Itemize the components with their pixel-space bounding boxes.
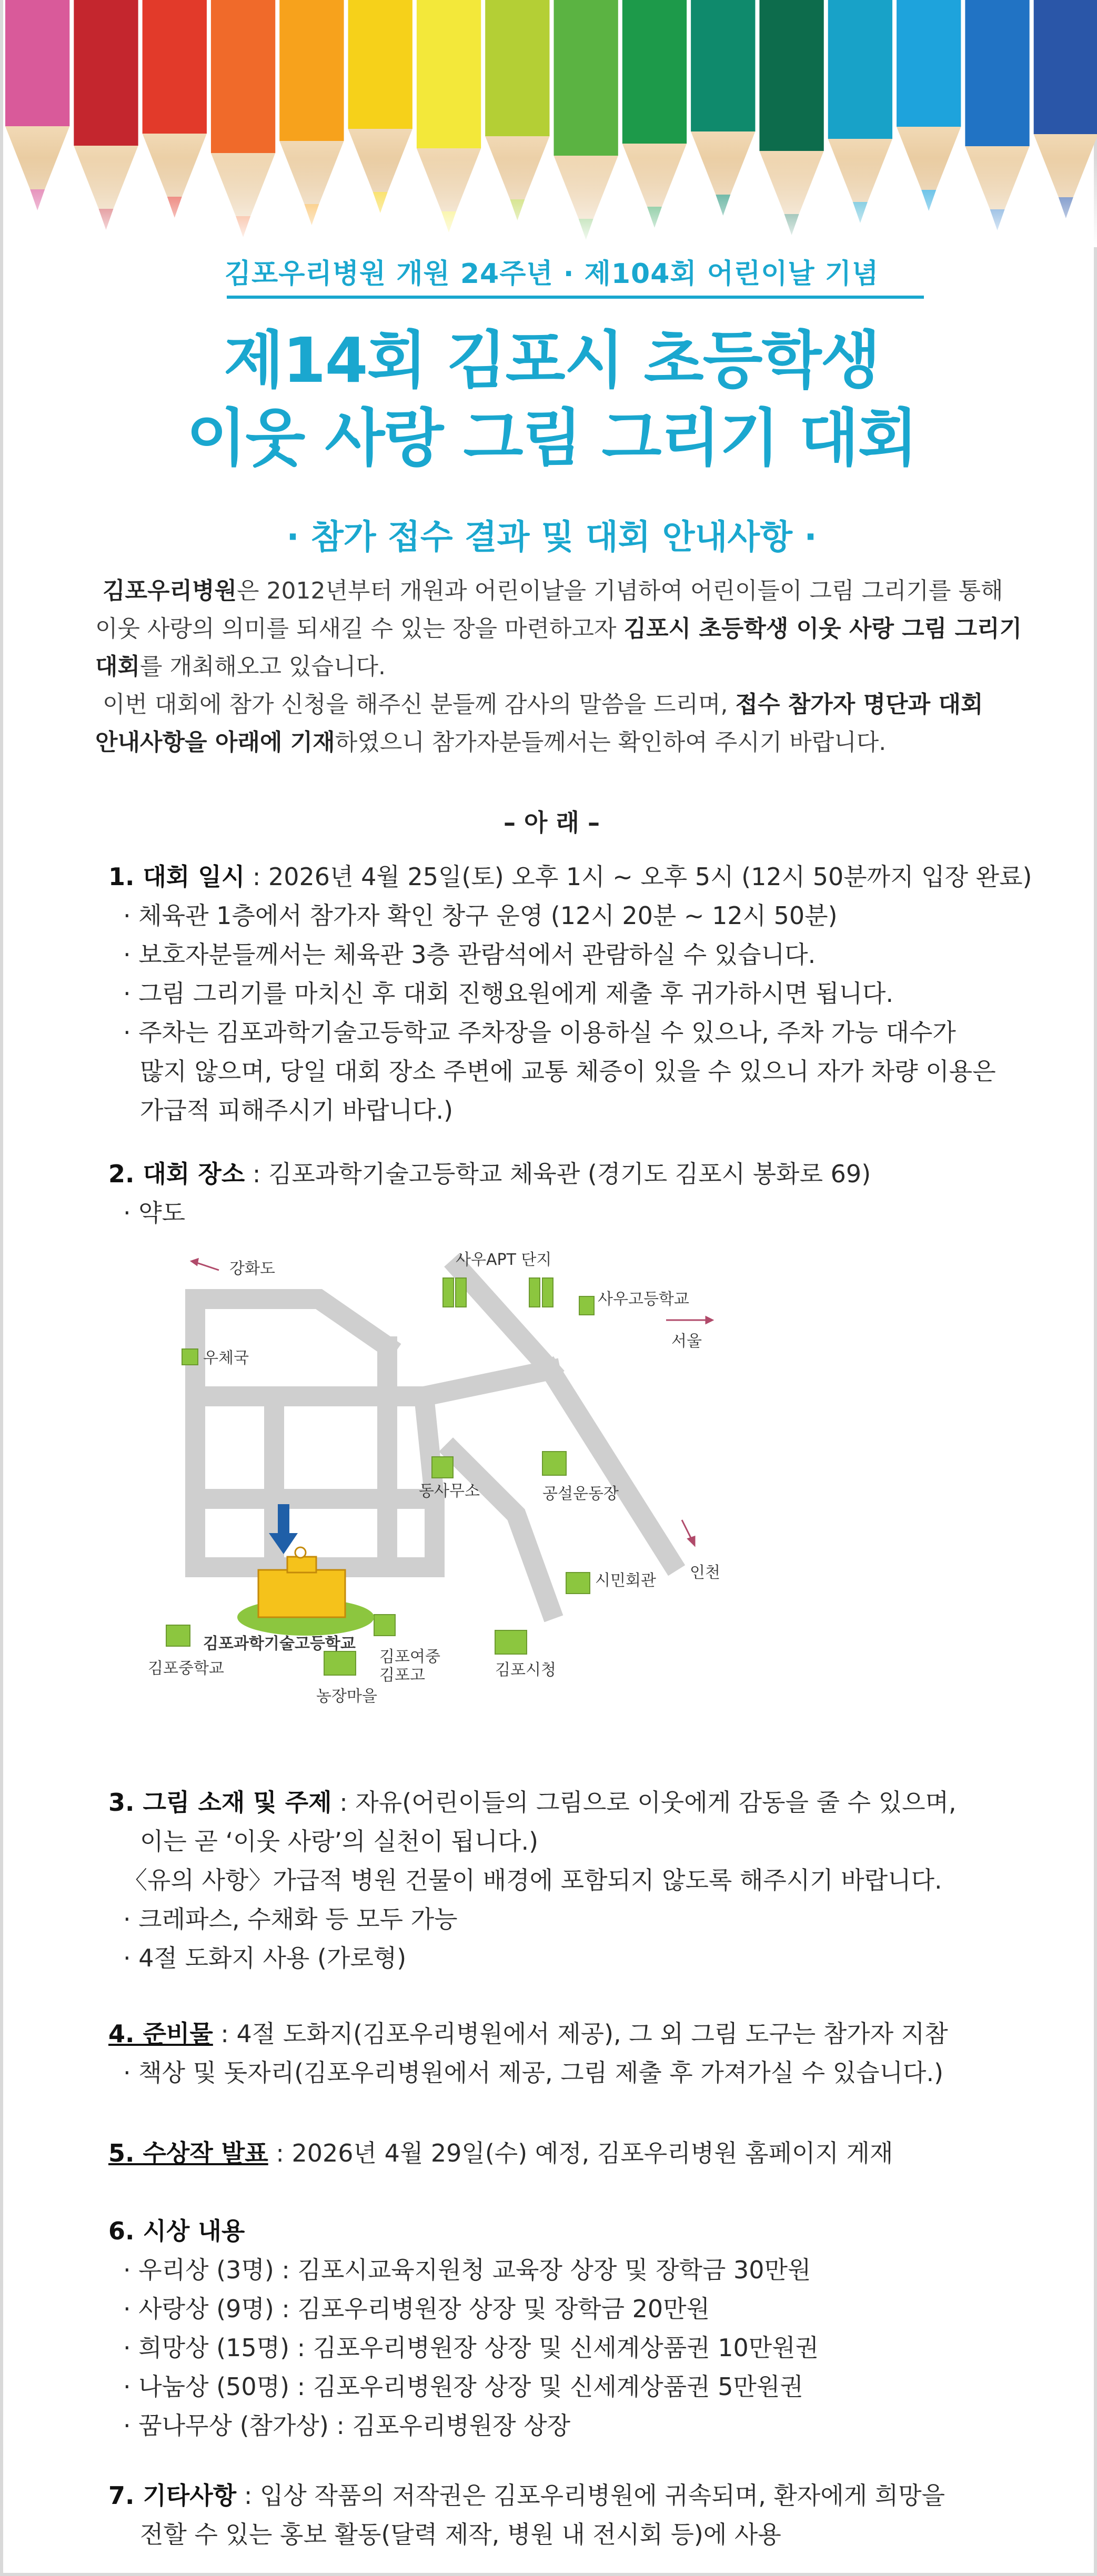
- road: [195, 1370, 550, 1396]
- map-label: 김포과학기술고등학교: [203, 1635, 356, 1653]
- pencil-body: [279, 0, 344, 141]
- section-label: 2. 대회 장소: [108, 1160, 245, 1188]
- pencil-body: [897, 0, 961, 127]
- road: [453, 1452, 550, 1609]
- intro-text: 은 2012년부터 개원과 어린이날을 기념하여 어린이들이 그림 그리기를 통해: [237, 577, 1003, 604]
- pencil-body: [143, 0, 207, 134]
- section-etc: [108, 2476, 1055, 2554]
- section-theme: [108, 1783, 1055, 1977]
- building-icon: [495, 1630, 527, 1654]
- building-icon: [182, 1349, 198, 1365]
- hospital-name: 김포우리병원: [103, 577, 237, 604]
- building-icon: [542, 1278, 553, 1307]
- building-icon: [456, 1278, 466, 1307]
- building-icon: [566, 1573, 590, 1594]
- bullet: · 체육관 1층에서 참가자 확인 창구 운영 (12시 20분 ~ 12시 50분): [123, 901, 838, 930]
- section-text: : 4절 도화지(김포우리병원에서 제공), 그 외 그림 도구는 참가자 지참: [213, 2020, 948, 2048]
- section-label: 6. 시상 내용: [108, 2217, 245, 2245]
- section-awards: [108, 2212, 1055, 2445]
- section-text: : 2026년 4월 29일(수) 예정, 김포우리병원 홈페이지 게재: [268, 2139, 893, 2167]
- pencil-body: [828, 0, 892, 139]
- bullet: · 약도: [123, 1199, 186, 1227]
- intro-text: 를 개최해오고 있습니다.: [140, 653, 386, 680]
- bullet: · 희망상 (15명) : 김포우리병원장 상장 및 신세계상품권 10만원권: [123, 2334, 819, 2362]
- pencil-body: [691, 0, 755, 131]
- pencil-body: [554, 0, 618, 156]
- road: [195, 1299, 387, 1346]
- building-icon: [374, 1615, 395, 1636]
- pencil-body: [1034, 0, 1097, 134]
- bullet: · 꿈나무상 (참가상) : 김포우리병원장 상장: [123, 2411, 571, 2440]
- intro-bold: 안내사항을 아래에 기재: [95, 729, 335, 756]
- section-label: 1. 대회 일시: [108, 863, 245, 891]
- building-icon: [166, 1625, 190, 1646]
- venue-map: [140, 1246, 745, 1720]
- event-title-line2: 이웃 사랑 그림 그리기 대회: [186, 402, 917, 474]
- intro-bold: 김포시 초등학생 이웃 사랑 그림 그리기: [623, 615, 1022, 642]
- bullet: · 보호자분들께서는 체육관 3층 관람석에서 관람하실 수 있습니다.: [123, 940, 816, 969]
- map-label: 인천: [690, 1564, 720, 1582]
- bullet: · 책상 및 돗자리(김포우리병원에서 제공, 그림 제출 후 가져가실 수 있습니다.): [123, 2058, 944, 2087]
- intro-bold: 대회: [95, 653, 140, 680]
- colored-pencils-image: [3, 0, 1097, 247]
- pencil-body: [74, 0, 138, 146]
- header-fade: [3, 158, 1097, 247]
- bullet: 〈유의 사항〉가급적 병원 건물이 배경에 포함되지 않도록 해주시기 바랍니다.: [123, 1866, 942, 1894]
- section-announcement: [108, 2134, 1055, 2173]
- section-label: 3. 그림 소재 및 주제: [108, 1788, 332, 1817]
- section-materials: [108, 2014, 1055, 2092]
- pencil-body: [348, 0, 412, 129]
- pencil-body: [622, 0, 687, 144]
- bullet-cont: 이는 곧 ‘이웃 사랑’의 실천이 됩니다.): [140, 1827, 539, 1855]
- title-divider: [227, 296, 924, 299]
- school-icon: [258, 1570, 345, 1617]
- bullet-cont: 가급적 피해주시기 바랍니다.): [140, 1096, 454, 1124]
- section-text: : 입상 작품의 저작권은 김포우리병원에 귀속되며, 환자에게 희망을: [236, 2481, 945, 2510]
- pencil-body: [485, 0, 549, 136]
- section-label: 4. 준비물: [108, 2020, 213, 2048]
- section-label: 5. 수상작 발표: [108, 2139, 268, 2167]
- bullet: · 나눔상 (50명) : 김포우리병원장 상장 및 신세계상품권 5만원권: [123, 2372, 803, 2401]
- map-label: 강화도: [229, 1260, 275, 1278]
- map-label: 김포중학교: [148, 1659, 224, 1678]
- building-icon: [529, 1278, 540, 1307]
- pencil-body: [759, 0, 823, 151]
- event-title-line1: 제14회 김포시 초등학생: [224, 324, 880, 397]
- section-text: : 자유(어린이들의 그림으로 이웃에게 감동을 줄 수 있으며,: [331, 1788, 957, 1817]
- intro-bold: 접수 참가자 명단과 대회: [735, 691, 983, 718]
- section-text: : 2026년 4월 25일(토) 오후 1시 ~ 오후 5시 (12시 50분까지 입장 완료): [245, 863, 1032, 891]
- map-label: 사우고등학교: [598, 1290, 689, 1309]
- bullet: · 사랑상 (9명) : 김포우리병원장 상장 및 장학금 20만원: [123, 2295, 710, 2323]
- road: [550, 1370, 671, 1562]
- bullet-cont: 많지 않으며, 당일 대회 장소 주변에 교통 체증이 있을 수 있으니 자가 차량 이용은: [140, 1057, 996, 1086]
- bullet: · 크레파스, 수채화 등 모두 가능: [123, 1905, 458, 1933]
- bullet: · 우리상 (3명) : 김포시교육지원청 교육장 상장 및 장학금 30만원: [123, 2256, 811, 2284]
- pencil-body: [965, 0, 1029, 146]
- pencil-body: [417, 0, 481, 148]
- building-icon: [579, 1296, 594, 1315]
- intro-text: 이번 대회에 참가 신청을 해주신 분들께 감사의 말씀을 드리며,: [103, 691, 736, 718]
- section-title: · 참가 접수 결과 및 대회 안내사항 ·: [286, 518, 817, 557]
- intro-paragraph: [95, 572, 1037, 762]
- event-subtitle: 김포우리병원 개원 24주년 · 제104회 어린이날 기념: [224, 258, 879, 290]
- map-label: 농장마을: [316, 1687, 377, 1706]
- building-icon: [432, 1457, 453, 1478]
- intro-text: 하였으니 참가자분들께서는 확인하여 주시기 바랍니다.: [335, 729, 887, 756]
- building-icon: [324, 1651, 356, 1675]
- map-label: 동사무소: [419, 1482, 480, 1500]
- map-label: 김포여중: [379, 1648, 440, 1666]
- bullet: · 4절 도화지 사용 (가로형): [123, 1944, 407, 1972]
- map-label: 김포시청: [495, 1661, 556, 1679]
- bullet: · 주차는 김포과학기술고등학교 주차장을 이용하실 수 있으나, 주차 가능 대수가: [123, 1018, 956, 1047]
- details-heading: – 아 래 –: [504, 808, 600, 837]
- building-icon: [443, 1278, 454, 1307]
- section-venue: [108, 1154, 1055, 1232]
- intro-text: 이웃 사랑의 의미를 되새길 수 있는 장을 마련하고자: [95, 615, 624, 642]
- section-label: 7. 기타사항: [108, 2481, 237, 2510]
- section-text: : 김포과학기술고등학교 체육관 (경기도 김포시 봉화로 69): [245, 1160, 871, 1188]
- pencil-body: [5, 0, 69, 126]
- building-icon: [542, 1452, 566, 1475]
- section-date: [108, 857, 1055, 1130]
- map-label: 우체국: [203, 1349, 249, 1367]
- pencil-body: [211, 0, 275, 153]
- bullet: · 그림 그리기를 마치신 후 대회 진행요원에게 제출 후 귀가하시면 됩니다.: [123, 979, 894, 1008]
- map-label: 사우APT 단지: [456, 1251, 552, 1269]
- map-label: 공설운동장: [542, 1485, 619, 1503]
- map-label: 시민회관: [595, 1571, 656, 1590]
- map-label: 서울: [671, 1332, 702, 1351]
- bullet-cont: 전할 수 있는 홍보 활동(달력 제작, 병원 내 전시회 등)에 사용: [140, 2520, 781, 2549]
- map-label: 김포고: [379, 1666, 425, 1685]
